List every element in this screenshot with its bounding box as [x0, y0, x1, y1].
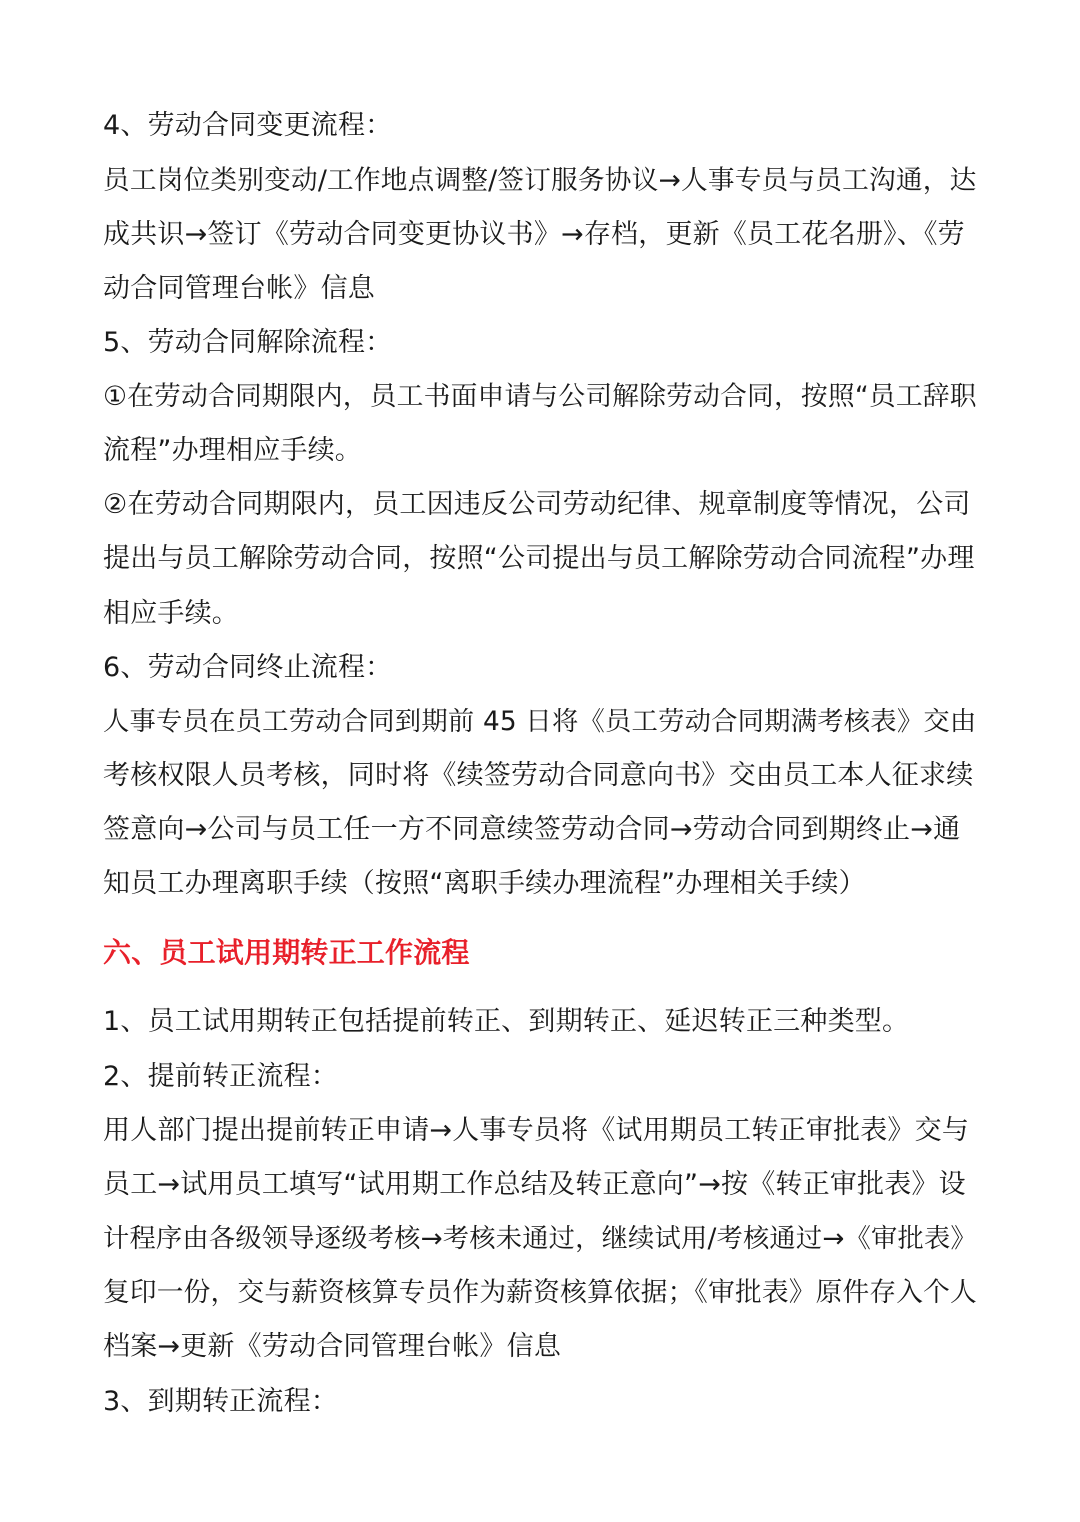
paragraph-line: 签意向→公司与员工任一方不同意续签劳动合同→劳动合同到期终止→通: [103, 814, 961, 845]
paragraph-line: 成共识→签订《劳动合同变更协议书》→存档，更新《员工花名册》、《劳: [103, 219, 965, 250]
subsection-title: 4、劳动合同变更流程：: [103, 110, 393, 141]
paragraph-line: 流程”办理相应手续。: [103, 435, 362, 466]
paragraph-line: ①在劳动合同期限内，员工书面申请与公司解除劳动合同，按照“员工辞职: [103, 381, 977, 412]
paragraph-line: ②在劳动合同期限内，员工因违反公司劳动纪律、规章制度等情况，公司: [103, 489, 971, 520]
paragraph-line: 动合同管理台帐》信息: [103, 273, 375, 304]
paragraph-line: 员工岗位类别变动/工作地点调整/签订服务协议→人事专员与员工沟通，达: [103, 165, 977, 196]
paragraph-line: 提出与员工解除劳动合同，按照“公司提出与员工解除劳动合同流程”办理: [103, 543, 975, 574]
section-heading: 六、员工试用期转正工作流程: [103, 936, 470, 969]
paragraph-line: 用人部门提出提前转正申请→人事专员将《试用期员工转正审批表》交与: [103, 1115, 970, 1146]
paragraph-line: 复印一份，交与薪资核算专员作为薪资核算依据；《审批表》原件存入个人: [103, 1277, 977, 1308]
paragraph-line: 相应手续。: [103, 598, 239, 629]
paragraph-line: 人事专员在员工劳动合同到期前 45 日将《员工劳动合同期满考核表》交由: [103, 707, 977, 737]
subsection-title: 1、员工试用期转正包括提前转正、到期转正、延迟转正三种类型。: [103, 1006, 910, 1037]
paragraph-line: 知员工办理离职手续（按照“离职手续办理流程”办理相关手续）: [103, 868, 866, 899]
paragraph-line: 员工→试用员工填写“试用期工作总结及转正意向”→按《转正审批表》设: [103, 1169, 966, 1200]
subsection-title: 3、到期转正流程：: [103, 1386, 338, 1417]
paragraph-line: 考核权限人员考核，同时将《续签劳动合同意向书》交由员工本人征求续: [103, 760, 974, 791]
paragraph-line: 档案→更新《劳动合同管理台帐》信息: [103, 1331, 562, 1362]
subsection-title: 6、劳动合同终止流程：: [103, 652, 393, 683]
subsection-title: 5、劳动合同解除流程：: [103, 327, 393, 358]
subsection-title: 2、提前转正流程：: [103, 1061, 338, 1092]
paragraph-line: 计程序由各级领导逐级考核→考核未通过，继续试用/考核通过→《审批表》: [103, 1224, 977, 1254]
